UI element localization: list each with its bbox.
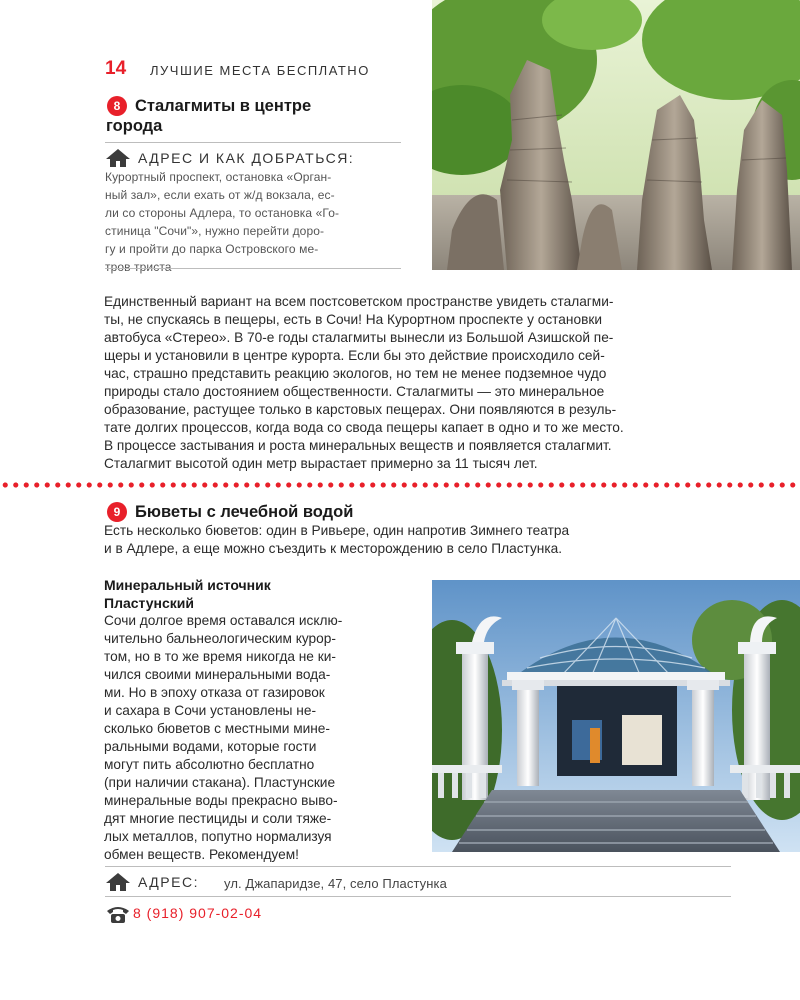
phone-number[interactable]: 8 (918) 907-02-04 (133, 905, 263, 921)
section-8-body (104, 293, 730, 473)
section-8-number-badge: 8 (107, 96, 127, 116)
section-9-intro (104, 522, 730, 558)
stalagmites-photo (432, 0, 800, 270)
section-8-title (135, 96, 311, 116)
divider (105, 896, 731, 897)
running-title: ЛУЧШИЕ МЕСТА БЕСПЛАТНО (150, 63, 370, 78)
address-caption: АДРЕС: (138, 874, 199, 890)
body-line: том, но в то же время никогда не ки- (104, 649, 336, 664)
dotted-separator (0, 482, 800, 488)
subsection-title-line1: Минеральный источник (104, 577, 271, 593)
body-line: ми. Но в эпоху отказа от газировок (104, 685, 325, 700)
body-line: ты, не спускаясь в пещеры, есть в Сочи! На Курортном проспекте у остановки (104, 312, 602, 327)
divider (105, 866, 731, 867)
body-line: щеры и установили в центре курорта. Если бы это действие происходило сей- (104, 348, 605, 363)
body-line: минеральные воды прекрасно выво- (104, 793, 338, 808)
subsection-body (104, 612, 402, 864)
address-caption: АДРЕС И КАК ДОБРАТЬСЯ: (138, 150, 355, 166)
body-line: и сахара в Сочи установлены не- (104, 703, 317, 718)
body-line: чительно бальнеологическим курор- (104, 631, 336, 646)
body-line: обмен веществ. Рекомендуем! (104, 847, 299, 862)
subsection-title (104, 576, 271, 612)
pump-room-photo (432, 580, 800, 852)
address-value: ул. Джапаридзе, 47, село Пластунка (224, 876, 447, 891)
address-line: тров триста (105, 260, 172, 274)
body-line: лых металлов, попутно нормализуя (104, 829, 332, 844)
body-line: образование, растущее только в карстовых пещерах. Они появляются в резуль- (104, 402, 617, 417)
address-line: гу и пройти до парка Островского ме- (105, 242, 319, 256)
section-8-title-line2: города (106, 117, 163, 135)
divider (105, 142, 401, 143)
address-line: ный зал», если ехать от ж/д вокзала, ес- (105, 188, 335, 202)
address-line: Курортный проспект, остановка «Орган- (105, 170, 332, 184)
phone-icon (105, 904, 131, 924)
house-icon (105, 148, 131, 168)
body-line: чился своими минеральными вода- (104, 667, 331, 682)
body-line: ральными водами, которые гости (104, 739, 317, 754)
section-8-title-cont (106, 116, 162, 136)
body-line: (при наличии стакана). Пластунские (104, 775, 336, 790)
body-line: тате долгих процессов, когда вода со свода пещеры капает в одно и то же место. (104, 420, 624, 435)
address-line: ли со стороны Адлера, то остановка «Го- (105, 206, 340, 220)
page-number: 14 (105, 58, 127, 79)
intro-line: Есть несколько бюветов: один в Ривьере, один напротив Зимнего театра (104, 523, 570, 538)
body-line: Единственный вариант на всем постсоветском пространстве увидеть сталагми- (104, 294, 614, 309)
body-line: Сталагмит высотой один метр вырастает примерно за 11 тысяч лет. (104, 456, 538, 471)
divider (105, 268, 401, 269)
address-line: стиница "Сочи"», нужно перейти доро- (105, 224, 325, 238)
body-line: Сочи долгое время оставался исклю- (104, 613, 343, 628)
address-text (105, 168, 401, 276)
section-8-title-line1: Сталагмиты в центре (135, 97, 312, 115)
house-icon (105, 872, 131, 892)
body-line: автобуса «Стерео». В 70-е годы сталагмиты вынесли из Большой Азишской пе- (104, 330, 614, 345)
body-line: час, страшно представить реакцию экологов, но тем не менее подземное чудо (104, 366, 607, 381)
section-9-title: Бюветы с лечебной водой (135, 503, 354, 521)
body-line: В процессе застывания и роста минеральных веществ и появляется сталагмит. (104, 438, 612, 453)
section-9-number-badge: 9 (107, 502, 127, 522)
subsection-title-line2: Пластунский (104, 595, 194, 611)
body-line: могут пить абсолютно бесплатно (104, 757, 315, 772)
body-line: сколько бюветов с местными мине- (104, 721, 330, 736)
body-line: дят многие пестициды и соли тяже- (104, 811, 332, 826)
body-line: природы стало достоянием общественности. Сталагмиты — это минеральное (104, 384, 605, 399)
intro-line: и в Адлере, а еще можно съездить к месторождению в село Пластунка. (104, 541, 563, 556)
